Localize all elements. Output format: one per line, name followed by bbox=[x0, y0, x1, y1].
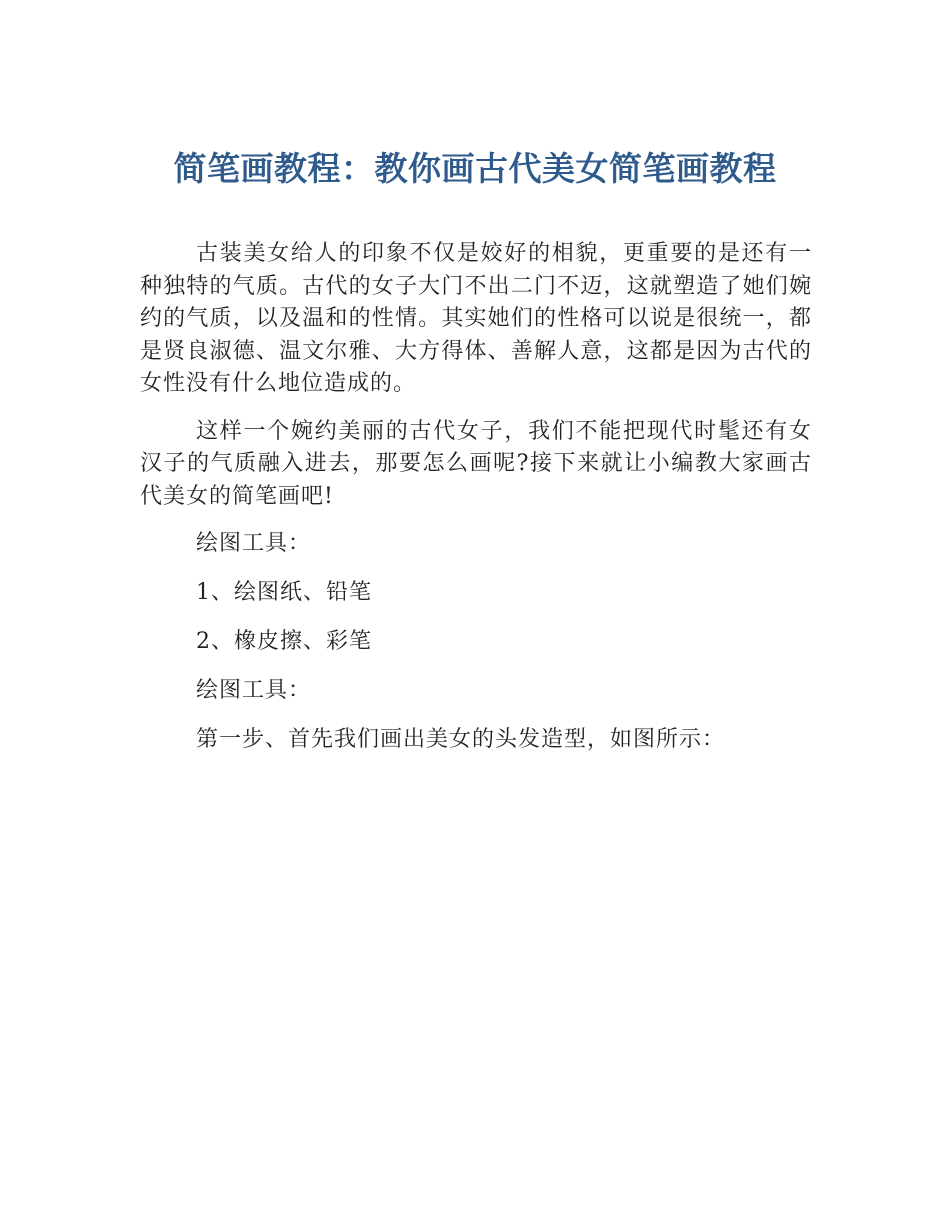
document-body bbox=[140, 238, 812, 773]
tool-item-1: 1、绘图纸、铅笔 bbox=[196, 580, 372, 605]
page-title: 简笔画教程：教你画古代美女简笔画教程 bbox=[173, 149, 777, 188]
tools-heading: 绘图工具： bbox=[196, 531, 312, 556]
tools-heading-repeat: 绘图工具： bbox=[196, 678, 312, 703]
tool-item-2: 2、橡皮擦、彩笔 bbox=[196, 629, 372, 654]
step-1-paragraph: 第一步、首先我们画出美女的头发造型，如图所示： bbox=[196, 727, 726, 752]
transition-paragraph: 这样一个婉约美丽的古代女子，我们不能把现代时髦还有女汉子的气质融入进去，那要怎么画呢?接下来就让小编教大家画古代美女的简笔画吧! bbox=[140, 418, 812, 509]
intro-paragraph: 古装美女给人的印象不仅是姣好的相貌，更重要的是还有一种独特的气质。古代的女子大门不出二门不迈，这就塑造了她们婉约的气质，以及温和的性情。其实她们的性格可以说是很统一，都是贤良淑德、温文尔雅、大方得体、善解人意，这都是因为古代的女性没有什么地位造成的。 bbox=[140, 241, 812, 396]
